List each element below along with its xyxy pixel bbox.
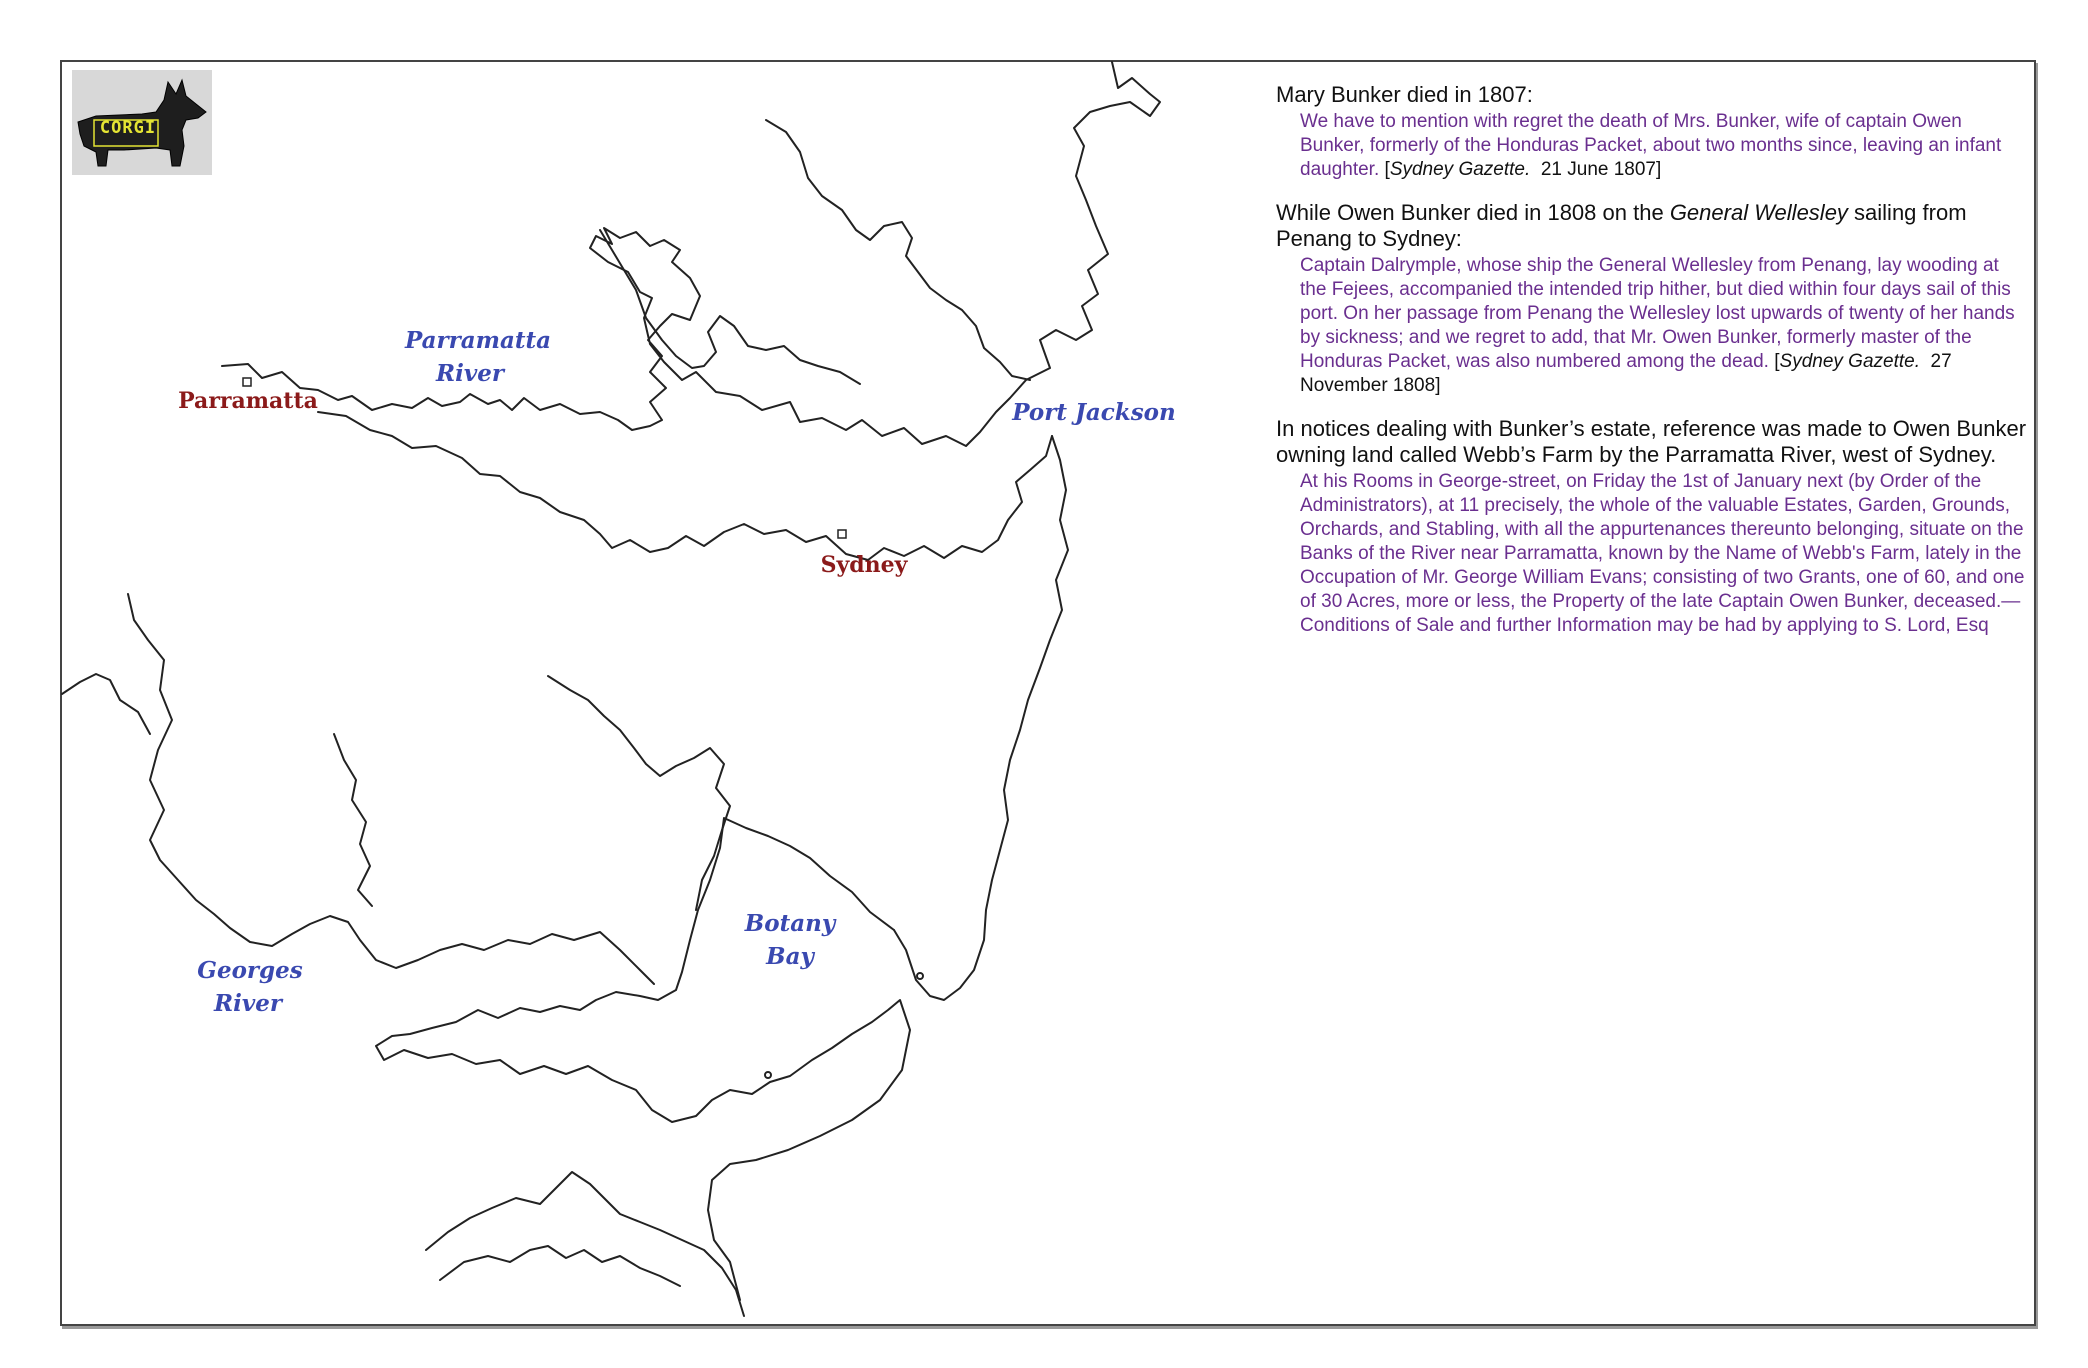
note-heading: Mary Bunker died in 1807: xyxy=(1276,82,1533,107)
note-estate xyxy=(1276,416,2028,638)
citation-date: 27 November 1808 xyxy=(1300,351,1952,396)
coastline-cooks-river xyxy=(548,676,730,910)
coastline-parramatta-north xyxy=(222,62,1160,446)
port-jackson-label: Port Jackson xyxy=(1012,399,1176,426)
logo-text: CORGI xyxy=(99,118,157,138)
botany-bay-label-line1: Botany xyxy=(744,910,836,937)
note-heading: In notices dealing with Bunker’s estate, reference was made to Owen Bunker owning land called Webb’s Farm by the Parramatta River, west of Sydney. xyxy=(1276,416,2027,467)
parramatta-town-label: Parramatta xyxy=(178,388,318,414)
sydney-town-marker xyxy=(838,530,846,538)
parramatta-town-marker xyxy=(243,378,251,386)
citation: [Sydney Gazette. 21 June 1807] xyxy=(1384,159,1662,180)
coastline-west-edge xyxy=(62,674,150,734)
georges-river-label-line2: River xyxy=(214,990,282,1017)
notes-panel xyxy=(1276,82,2028,656)
georges-river-label-line1: Georges xyxy=(197,957,303,984)
corgi-logo xyxy=(72,70,212,175)
parramatta-river-label-line1: Parramatta xyxy=(404,327,552,354)
botany-bay-islet xyxy=(765,1072,771,1078)
east-coast-islet xyxy=(917,973,923,979)
sydney-town-label: Sydney xyxy=(820,552,908,578)
note-mary-bunker xyxy=(1276,82,2028,182)
gazette-quote xyxy=(1276,110,2028,182)
coastline-east-coast xyxy=(894,436,1068,1000)
citation-date: 21 June 1807 xyxy=(1540,159,1657,180)
citation: [Sydney Gazette. 27 November 1808] xyxy=(1300,351,1952,396)
sale-notice-quote: At his Rooms in George-street, on Friday the 1st of January next (by Order of the Administrators), at 11 precisely, the whole of the valuable Estates, Garden, Grounds, Orchards, and Stabling, with all the appurtenances thereunto belonging, situate on the Banks of the River near Parramatta, known by the Name of Webb's Farm, lately in the Occupation of Mr. George William Evans; consisting of two Grants, one of 60, and one of 30 Acres, more or less, the Property of the late Captain Owen Bunker, deceased.— Conditions of Sale and further Information may be had by applying to S. Lord, Esq xyxy=(1300,471,2025,636)
botany-bay-label-line2: Bay xyxy=(766,943,814,970)
coastline-port-hacking xyxy=(426,1172,744,1316)
note-owen-bunker xyxy=(1276,200,2028,398)
quote-text: Captain Dalrymple, whose ship the General Wellesley from Penang, lay wooding at the Fejees, accompanied the intended trip hither, but died within four days sail of this port. On her passage from Penang the Wellesley lost upwards of twenty of her hands by sickness; and we regret to add, that Mr. Owen Bunker, formerly master of the Honduras Packet, was also numbered among the dead. xyxy=(1300,255,2015,372)
parramatta-river-label-line2: River xyxy=(436,360,504,387)
ship-name: General Wellesley xyxy=(1669,200,1848,225)
coastline-port-hacking-north xyxy=(440,1246,680,1286)
coastline-lane-cove xyxy=(600,230,860,384)
coastline-georges-river xyxy=(128,594,654,984)
coastline-georges-upper xyxy=(334,734,372,906)
coastline-parramatta-south xyxy=(318,412,1052,560)
gazette-quote xyxy=(1276,254,2028,398)
quote-text: We have to mention with regret the death of Mrs. Bunker, wife of captain Owen Bunker, formerly of the Honduras Packet, about two months since, leaving an infant daughter. xyxy=(1300,111,2002,180)
citation-source: Sydney Gazette. xyxy=(1779,351,1920,372)
citation-source: Sydney Gazette. xyxy=(1389,159,1531,180)
note-heading xyxy=(1276,200,2028,252)
heading-post: sailing from Penang to Sydney: xyxy=(1276,200,1967,251)
heading-pre: While Owen Bunker died in 1808 on the xyxy=(1276,200,1670,225)
coastline-middle-harbour xyxy=(766,120,1030,380)
